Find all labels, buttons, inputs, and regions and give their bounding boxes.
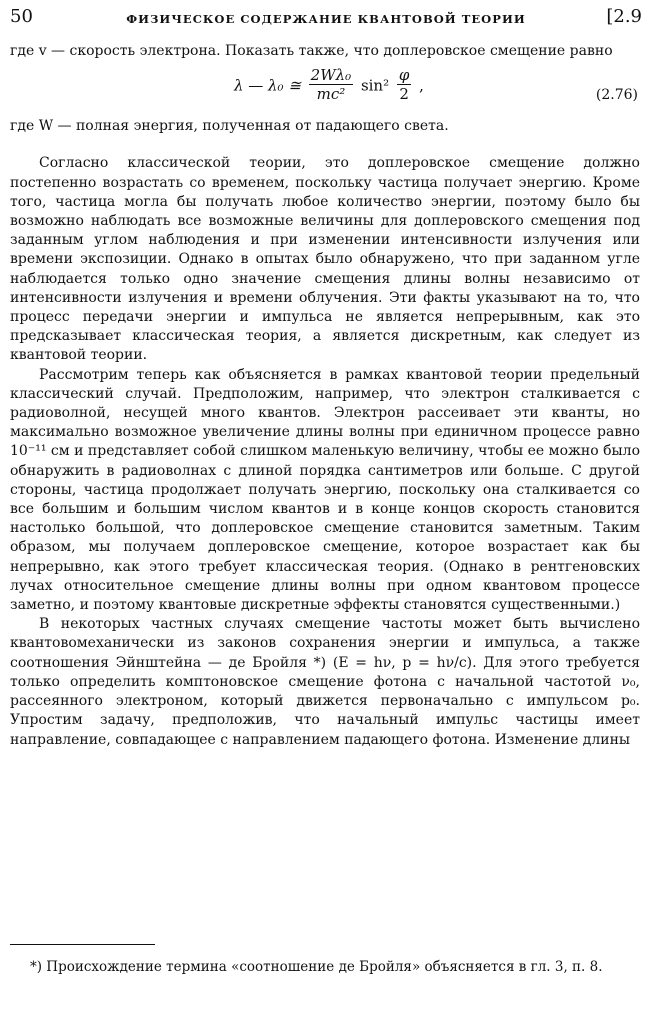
fraction-numerator: 2Wλ₀ [310,66,352,85]
equation-lhs: λ — λ₀ ≅ [234,76,306,95]
footnote-separator [10,944,155,945]
equation-2-76 [10,62,640,114]
page-number: 50 [10,6,33,27]
angle-denominator: 2 [399,85,409,104]
angle-fraction [397,66,412,103]
fraction-denominator: mc² [316,85,346,104]
footnote [10,958,640,976]
doppler-shift-formula [234,68,424,105]
intro-text: где v — скорость электрона. Показать также, что доплеровское смещение равно [10,43,613,59]
energy-fraction [309,66,353,103]
footnote-text: *) Происхождение термина «соотношение де Бройля» объясняется в гл. 3, п. 8. [30,959,603,975]
paragraph-limit-case: Рассмотрим теперь как объясняется в рамках квантовой теории предельный классический случай. Предположим, например, что электрон сталкивается с радиоволной, несущей много квантов. Электрон рассеивает эти кванты, но максимально возможное увеличение длины волны при единичном процессе равно 10⁻¹¹ см и представляет собой слишком маленькую величину, чтобы ее можно было обнаружить в радиоволнах с длиной порядка сантиметров или больше. С другой стороны, частица продолжает получать энергию, поскольку она сталкивается со все большим и большим числом квантов и в конце концов скорость становится настолько большой, что доплеровское смещение становится заметным. Таким образом, мы получаем доплеровское смещение, которое возрастает как бы непрерывно, как этого требует классическая теория. (Однако в рентгеновских лучах относительное смещение длины волны при одном квантовом процессе заметно, и поэтому квантовые дискретные эффекты становятся существенными.) [10,366,640,614]
page-header [10,7,642,29]
angle-numerator: φ [398,66,410,85]
main-text [10,42,640,750]
equation-tail: , [419,76,424,95]
section-reference: [2.9 [606,6,642,27]
paragraph-frequency-shift: В некоторых частных случаях смещение частоты может быть вычислено квантовомеханически из законов сохранения энергии и импульса, а также соотношения Эйнштейна — де Бройля *) (E = hν, p = hν/c). Для этого требуется только определить комптоновское смещение фотона с начальной частотой ν₀, рассеянного электроном, который движется первоначально с импульсом p₀. Упростим задачу, предположив, что начальный импульс частицы имеет направление, совпадающее с направлением падающего фотона. Изменение длины [10,616,640,748]
paragraph-classical-theory: Согласно классической теории, это доплеровское смещение должно постепенно возрастать со временем, поскольку частица получает энергию. Кроме того, частица могла бы получать любое количество энергии, поэтому было бы возможно наблюдать все возможные величины для доплеровского смещения под заданным углом наблюдения и при изменении интенсивности излучения или времени экспозиции. Однако в опытах было обнаружено, что при заданном угле наблюдается только одно значение смещения длины волны независимо от интенсивности излучения и времени облучения. Эти факты указывают на то, что процесс передачи энергии и импульса не является непрерывным, как это предсказывает классическая теория, а является дискретным, как следует из квантовой теории. [10,155,640,364]
sine-squared: sin² [360,76,394,95]
running-head: ФИЗИЧЕСКОЕ СОДЕРЖАНИЕ КВАНТОВОЙ ТЕОРИИ [126,12,526,26]
after-equation-text: где W — полная энергия, полученная от падающего света. [10,118,449,135]
equation-number: (2.76) [595,87,638,104]
